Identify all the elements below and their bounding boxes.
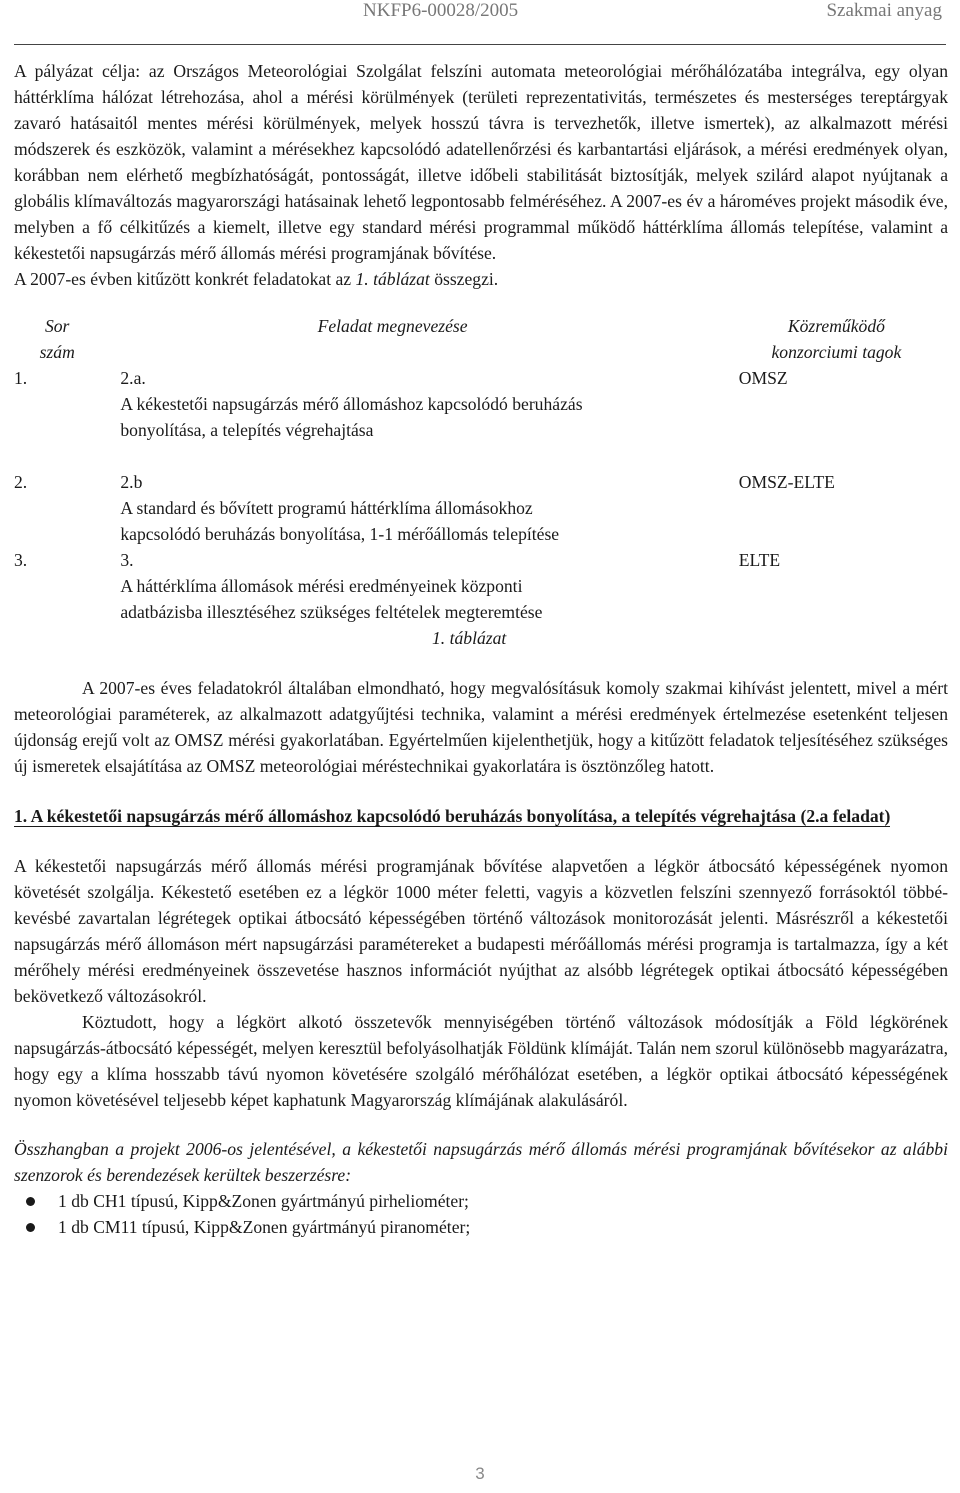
task-code: 3. [120,550,134,570]
task-cell [120,547,724,625]
row-number: 2. [14,472,28,492]
task-description-line2: bonyolítása, a telepítés végrehajtása [120,420,374,440]
member-cell: OMSZ-ELTE [738,472,835,492]
document-code: NKFP6-00028/2005 [363,0,519,21]
bullet-icon [26,1197,35,1206]
page-number: 3 [475,1464,485,1483]
intro-paragraph: A pályázat célja: az Országos Meteorológiai Szolgálat felszíni automata meteorológiai mérőhálózatába integrálva, egy olyan háttérklíma hálózat létrehozása, ahol a mérési körülmények (területi reprezentativitás, természetes és mesterséges tereptárgyak zavaró hatásaitól mentes mérési körülmények, melyek hosszú távra is tervezhetők, illetve ismertek), az alkalmazott mérési módszerek és eszközök, valamint a mérésekhez kapcsolódó adatellenőrzési és karbantartási eljárások, a mérési eredmények olyan, korábban nem elérhető megbízhatóságát, pontosságát, illetve időbeli stabilitását biztosítják, melyek szilárd alapot nyújtanak a globális klímaváltozás magyarországi hatásainak lehető legpontosabb felméréséhez. A 2007-es év a hároméves projekt második éve, melyben a fő célkitűzés a kiemelt, illetve egy standard mérési programmal működő háttérklíma állomás telepítése, valamint a kékestetői napsugárzás mérő állomás mérési programjának bővítése. [14,61,948,263]
sensor-list [14,1188,948,1240]
task-description-line1: A standard és bővített programú háttérklíma állomásokhoz [120,498,533,518]
header-row-number-line1: Sor [44,316,70,336]
table-row [14,469,948,547]
header-row-number-line2: szám [39,342,75,362]
table-caption: 1. táblázat [432,628,507,648]
task-description-line2: adatbázisba illesztéséhez szükséges feltételek megteremtése [120,602,543,622]
task-code: 2.a. [120,368,146,388]
row-number: 3. [14,550,28,570]
intro-ref-post: összegzi. [429,269,499,289]
intro-table-reference [14,266,948,292]
list-item-text: 1 db CH1 típusú, Kipp&Zonen gyártmányú pirheliométer; [58,1191,469,1211]
summary-paragraph: A 2007-es éves feladatokról általában elmondható, hogy megvalósításuk komoly szakmai kihívást jelentett, mivel a mért meteorológiai paraméterek, az alkalmazott adatgyűjtési technika, valamint a mérési eredmények értelmezése esetenként teljesen újdonság erejű volt az OMSZ mérési gyakorlatában. Egyértelműen kijelenthetjük, hogy a kitűzött feladatok teljesítéséhez szükséges új ismeretek elsajátítása az OMSZ meteorológiai méréstechnikai gyakorlatára is ösztönzőleg hatott. [14,678,948,776]
table-row [14,547,948,625]
section-heading-text: 1. A kékestetői napsugárzás mérő állomáshoz kapcsolódó beruházás bonyolítása, a telepítés végrehajtása (2.a feladat) [14,806,891,826]
header-members-line1: Közreműködő [787,316,885,336]
task-description-line1: A háttérklíma állomások mérési eredményeinek központi [120,576,523,596]
member-cell: ELTE [738,550,781,570]
row-number: 1. [14,368,28,388]
section-heading [14,803,948,829]
list-item [14,1214,948,1240]
table-header-row [14,313,948,365]
table-reference: 1. táblázat [355,269,430,289]
page-content [14,58,948,1240]
list-item [14,1188,948,1214]
page-header [14,0,946,45]
section-paragraph-2: Köztudott, hogy a légkört alkotó összetevők mennyiségében történő változások módosítják a Föld légkörének napsugárzás-átbocsátó képességét, melyen keresztül befolyásolhatják Földünk klímáját. Talán nem szorul különösebb magyarázatra, hogy egy a klíma hosszabb távú nyomon követésére szolgáló mérőhálózat esetében, a légkör optikai átbocsátó képességének nyomon követésével teljesebb képet kaphatunk Magyarország klímájának alakulásáról. [14,1012,948,1110]
task-cell [120,469,724,547]
task-description-line1: A kékestetői napsugárzás mérő állomáshoz kapcsolódó beruházás [120,394,583,414]
header-members-line2: konzorciumi tagok [771,342,902,362]
task-description-line2: kapcsolódó beruházás bonyolítása, 1-1 mérőállomás telepítése [120,524,560,544]
bullet-icon [26,1223,35,1232]
header-row-number [14,313,120,365]
task-code: 2.b [120,472,143,492]
task-cell [120,365,724,469]
table-row [14,365,948,469]
task-table [14,313,948,625]
intro-ref-pre: A 2007-es évben kitűzött konkrét feladatokat az [14,269,356,289]
member-cell: OMSZ [738,368,788,388]
section-paragraph-1: A kékestetői napsugárzás mérő állomás mérési programjának bővítése alapvetően a légkör átbocsátó képességének nyomon követését szolgálja. Kékestető esetében ez a légkör 1000 méter feletti, vagyis a közvetlen felszíni szennyező forrásoktól többé-kevésbé zavartalan légrétegek optikai átbocsátó képességében történő változások monitorozását jelenti. Másrészről a kékestetői napsugárzás mérő állomáson mért napsugárzási paramétereket a budapesti mérőállomás mérési programja is tartalmazza, így a két mérőhely mérési eredményeinek összevetése hasznos információt nyújthat az alsóbb légrétegek optikai átbocsátó képességében bekövetkező változásokról. [14,856,948,1006]
header-members [725,313,948,365]
list-item-text: 1 db CM11 típusú, Kipp&Zonen gyártmányú piranométer; [58,1217,471,1237]
section-paragraph-3: Összhangban a projekt 2006-os jelentésével, a kékestetői napsugárzás mérő állomás mérési programjának bővítésekor az alábbi szenzorok és berendezések kerültek beszerzésre: [14,1139,948,1185]
document-type: Szakmai anyag [826,0,942,21]
header-task-name: Feladat megnevezése [317,316,468,336]
